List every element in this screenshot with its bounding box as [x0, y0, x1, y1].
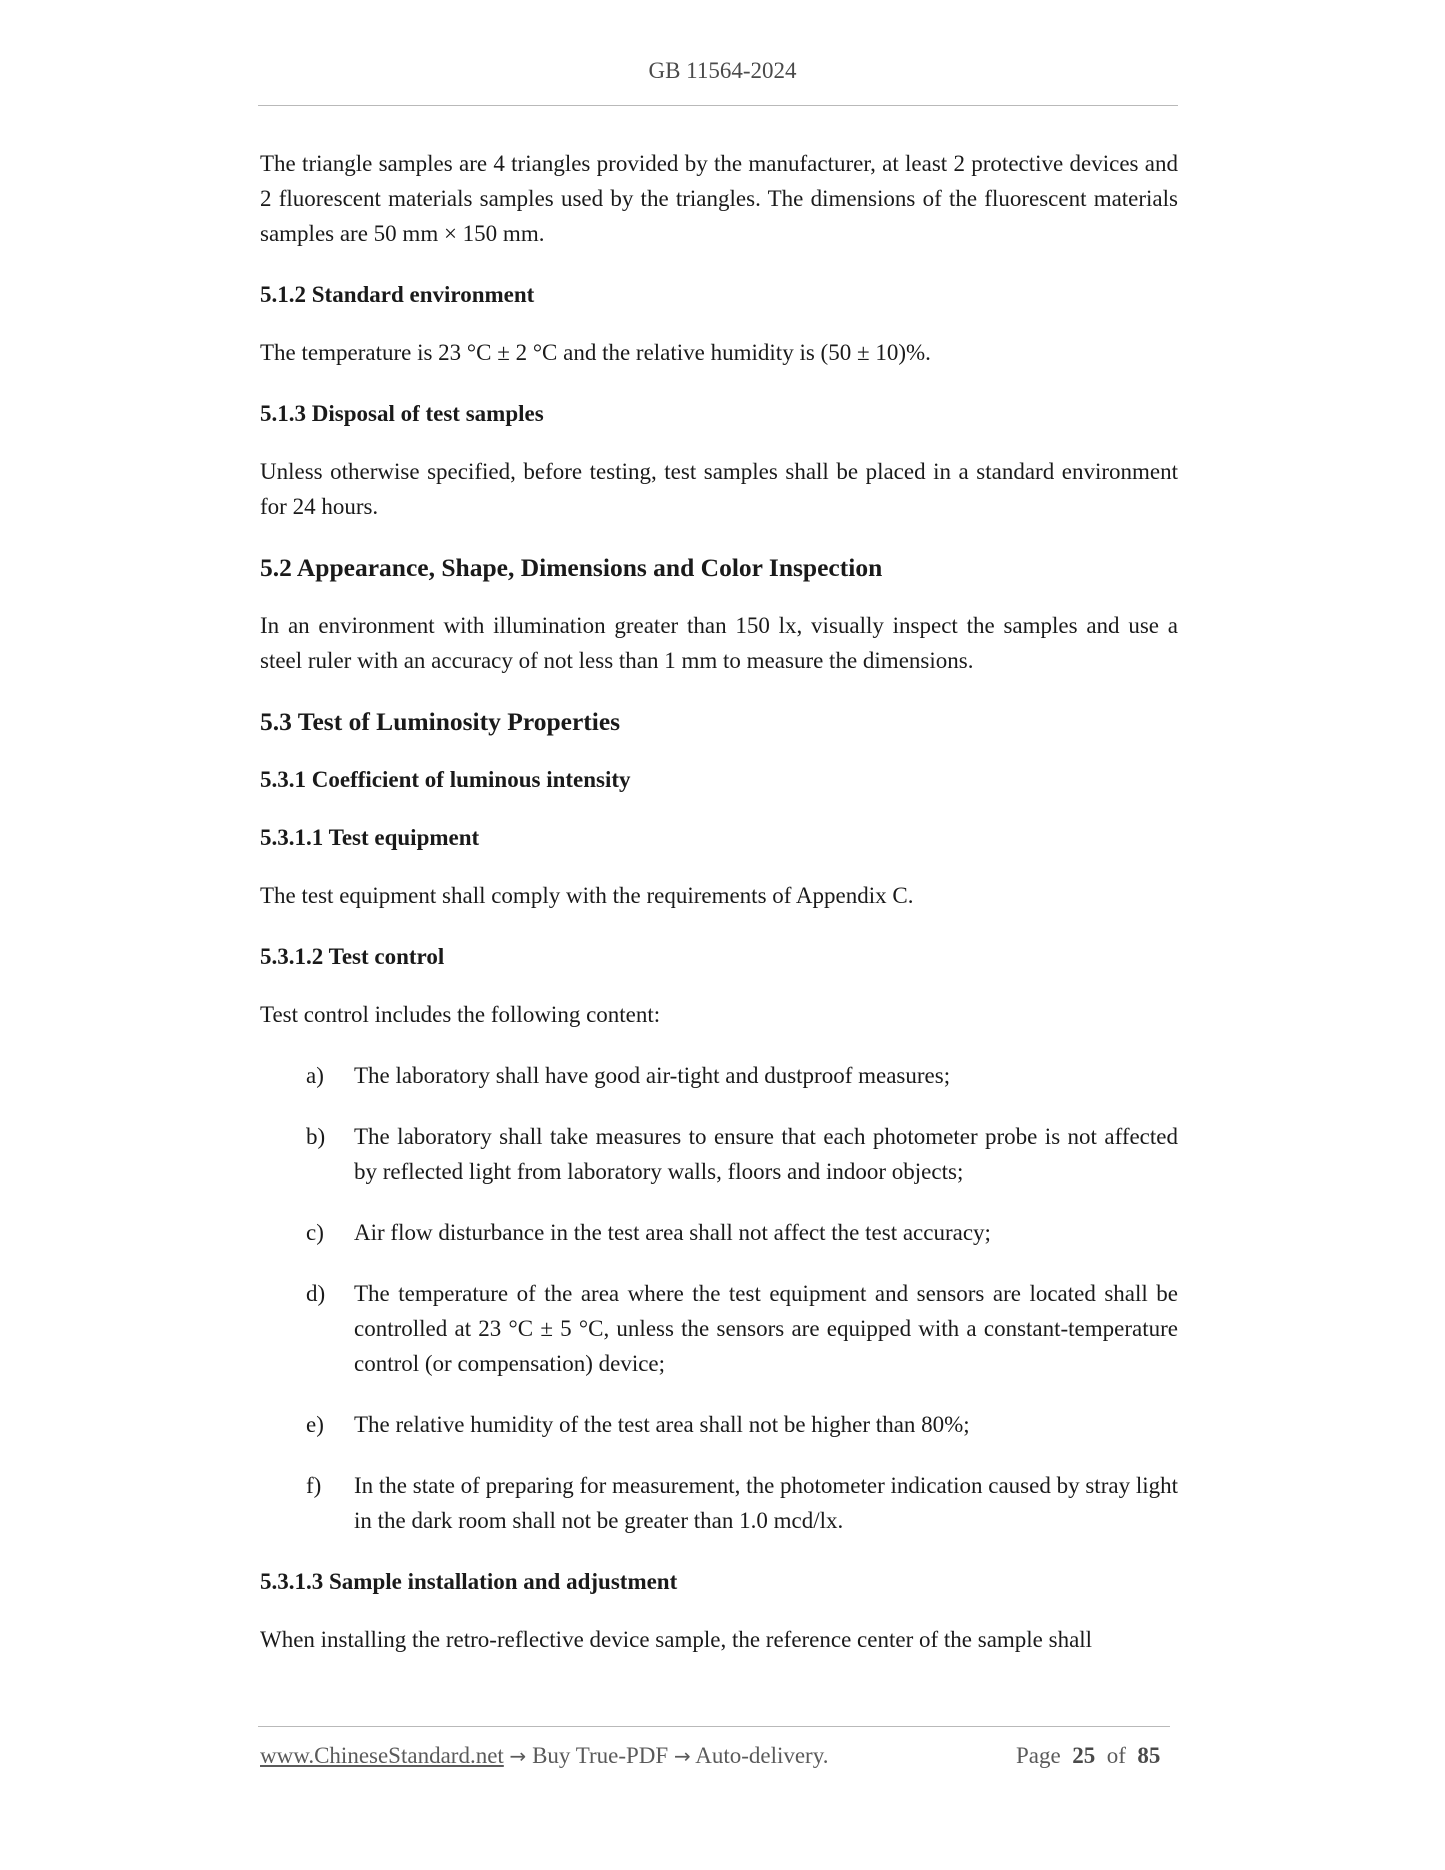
buy-text: Buy True-PDF: [532, 1743, 669, 1768]
heading-5-3-1-1: 5.3.1.1 Test equipment: [260, 825, 480, 850]
list-item: [260, 1468, 1178, 1538]
heading-5-2: 5.2 Appearance, Shape, Dimensions and Color Inspection: [260, 553, 883, 582]
arrow-right-icon: →: [509, 1744, 527, 1768]
test-control-list: [260, 1058, 1178, 1538]
list-marker: e): [306, 1412, 324, 1437]
list-item: [260, 1058, 1178, 1093]
list-item-text: The laboratory shall take measures to ensure that each photometer probe is not affected by reflected light from laboratory walls, floors and indoor objects;: [354, 1124, 1178, 1184]
paragraph-5-2: In an environment with illumination greater than 150 lx, visually inspect the samples and use a steel ruler with an accuracy of not less than 1 mm to measure the dimensions.: [260, 613, 1178, 673]
list-item-text: The laboratory shall have good air-tight and dustproof measures;: [354, 1063, 951, 1088]
heading-5-1-3: 5.1.3 Disposal of test samples: [260, 401, 544, 426]
list-item-text: The temperature of the area where the test equipment and sensors are located shall be controlled at 23 °C ± 5 °C, unless the sensors are equipped with a constant-temperature control (or compensation) device;: [354, 1281, 1178, 1376]
header-rule: [258, 105, 1178, 106]
list-item-text: In the state of preparing for measurement, the photometer indication caused by stray light in the dark room shall not be greater than 1.0 mcd/lx.: [354, 1473, 1178, 1533]
list-marker: d): [306, 1281, 326, 1306]
list-item-text: The relative humidity of the test area shall not be higher than 80%;: [354, 1412, 970, 1437]
list-item: [260, 1276, 1178, 1381]
list-item: [260, 1407, 1178, 1442]
list-marker: a): [306, 1063, 324, 1088]
arrow-right-icon: →: [673, 1744, 691, 1768]
paragraph-5-3-1-2: Test control includes the following content:: [260, 1002, 661, 1027]
heading-5-1-2: 5.1.2 Standard environment: [260, 282, 535, 307]
page-content: [260, 146, 1178, 1657]
list-item: [260, 1215, 1178, 1250]
delivery-text: Auto-delivery.: [695, 1743, 829, 1768]
heading-5-3-1-2: 5.3.1.2 Test control: [260, 944, 445, 969]
paragraph-5-3-1-3: When installing the retro-reflective device sample, the reference center of the sample shall: [260, 1627, 1093, 1652]
current-page: 25: [1072, 1743, 1096, 1768]
header-title: GB 11564-2024: [648, 58, 797, 83]
footer-promo: [260, 1743, 828, 1769]
list-item: [260, 1119, 1178, 1189]
intro-paragraph: The triangle samples are 4 triangles provided by the manufacturer, at least 2 protective devices and 2 fluorescent materials samples used by the triangles. The dimensions of the fluorescent materials samples are 50 mm × 150 mm.: [260, 151, 1178, 246]
heading-5-3: 5.3 Test of Luminosity Properties: [260, 707, 621, 736]
paragraph-5-1-2: The temperature is 23 °C ± 2 °C and the relative humidity is (50 ± 10)%.: [260, 340, 931, 365]
list-marker: b): [306, 1124, 326, 1149]
paragraph-5-3-1-1: The test equipment shall comply with the requirements of Appendix C.: [260, 883, 914, 908]
page-number: [1016, 1743, 1160, 1769]
list-marker: c): [306, 1220, 324, 1245]
footer-rule: [258, 1726, 1170, 1727]
paragraph-5-1-3: Unless otherwise specified, before testing, test samples shall be placed in a standard environment for 24 hours.: [260, 459, 1178, 519]
heading-5-3-1-3: 5.3.1.3 Sample installation and adjustment: [260, 1569, 678, 1594]
list-marker: f): [306, 1473, 322, 1498]
list-item-text: Air flow disturbance in the test area shall not affect the test accuracy;: [354, 1220, 991, 1245]
heading-5-3-1: 5.3.1 Coefficient of luminous intensity: [260, 767, 631, 792]
page-word: Page: [1016, 1743, 1061, 1768]
of-word: of: [1106, 1743, 1126, 1768]
total-pages: 85: [1137, 1743, 1161, 1768]
website-link[interactable]: www.ChineseStandard.net: [260, 1743, 504, 1768]
